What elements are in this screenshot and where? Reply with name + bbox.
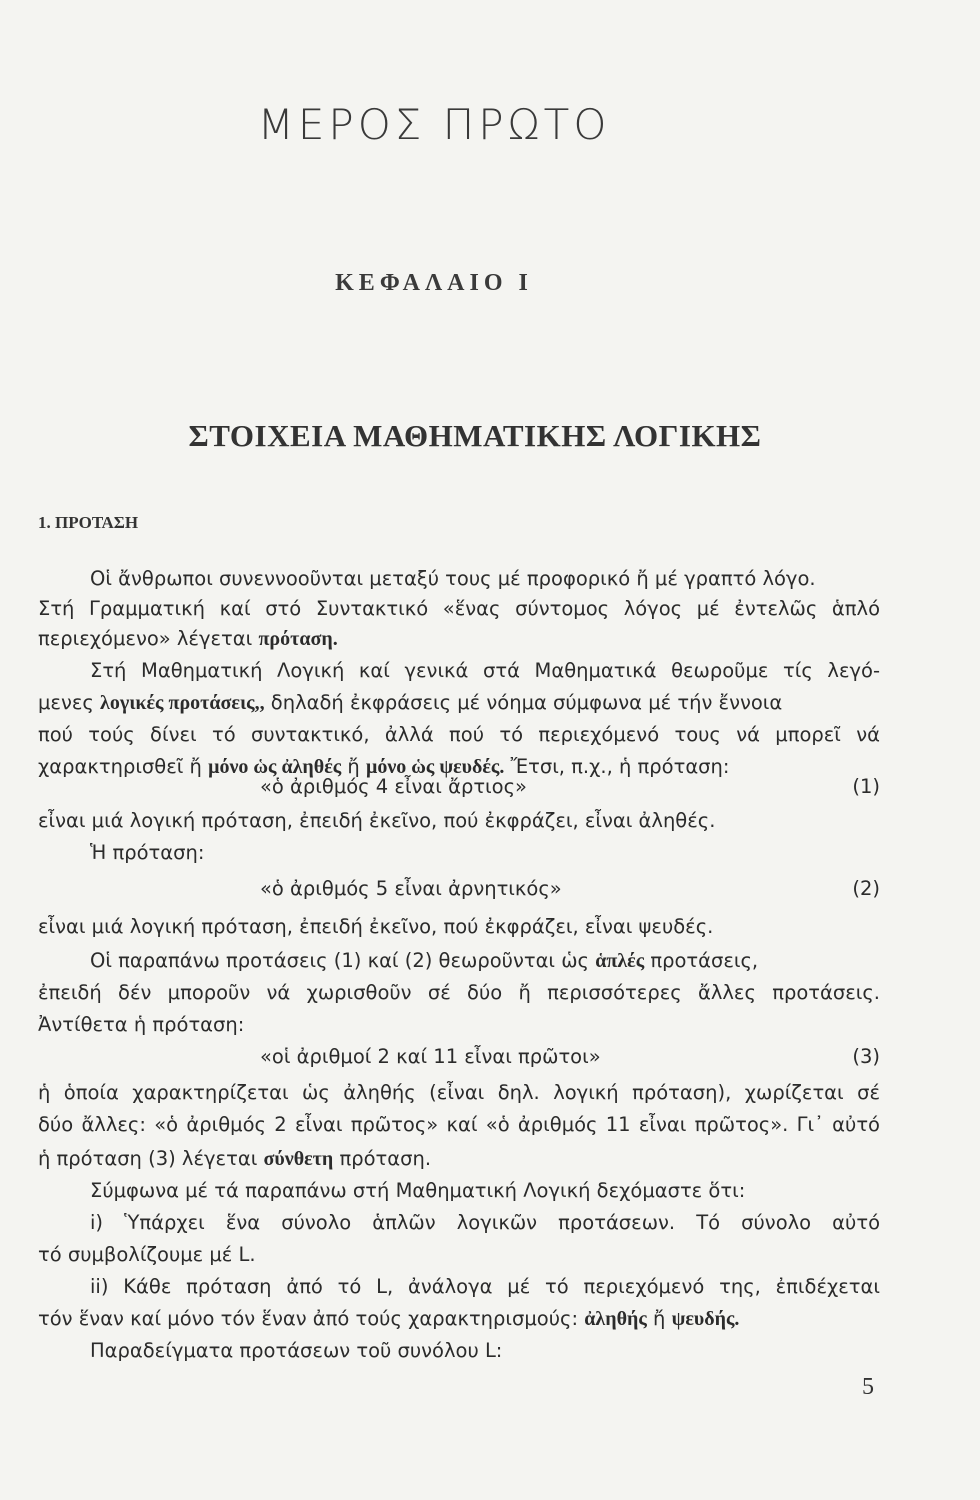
after-example-1: εἶναι μιά λογική πρόταση, ἐπειδή ἐκεῖνο, πού ἐκφράζει, εἶναι ἀληθές. <box>38 809 716 832</box>
p2-term-logikes: λογικές προτάσεις,, <box>100 692 265 714</box>
p4-term-syntheti: σύνθετη <box>263 1148 334 1170</box>
p3-line-1 <box>90 945 758 977</box>
chapter-title: ΣΤΟΙΧΕΙΑ ΜΑΘΗΜΑΤΙΚΗΣ ΛΟΓΙΚΗΣ <box>188 418 762 453</box>
item-ii-line-1: ii) Κάθε πρόταση ἀπό τό L, ἀνάλογα μέ τό περιεχόμενό της, ἐπιδέχεται <box>90 1275 880 1298</box>
page-number: 5 <box>862 1374 874 1400</box>
example-3-number: (3) <box>852 1045 880 1068</box>
p2-term-pseudes: μόνο ὡς ψευδές. <box>365 756 505 778</box>
p1-line-1: Οἱ ἄνθρωποι συνεννοοῦνται μεταξύ τους μέ προφορικό ἤ μέ γραπτό λόγο. <box>90 567 816 590</box>
example-2-number: (2) <box>852 877 880 900</box>
p2-line-4-end: Ἔτσι, π.χ., ἡ πρόταση: <box>504 755 730 778</box>
example-1-text: «ὁ ἀριθμός 4 εἶναι ἄρτιος» <box>260 775 527 798</box>
p2-term-alithes: μόνο ὡς ἀληθές <box>208 756 342 778</box>
example-1-number: (1) <box>852 775 880 798</box>
p6-line: Παραδείγματα προτάσεων τοῦ συνόλου L: <box>90 1339 503 1362</box>
p3-line-1-end: προτάσεις, <box>644 949 759 972</box>
p5-line: Σύμφωνα μέ τά παραπάνω στή Μαθηματική Λογική δεχόμαστε ὅτι: <box>90 1179 746 1202</box>
p2-line-3: πού τούς δίνει τό συντακτικό, ἀλλά πού τό περιεχόμενό τους νά μπορεῖ νά <box>38 723 880 746</box>
p3-line-2: ἐπειδή δέν μποροῦν νά χωρισθοῦν σέ δύο ἤ περισσότερες ἄλλες προτάσεις. <box>38 981 880 1004</box>
example-2-text: «ὁ ἀριθμός 5 εἶναι ἀρνητικός» <box>260 877 562 900</box>
p2-line-4-start: χαρακτηρισθεῖ ἤ <box>38 755 209 778</box>
p4-line-2: δύο ἄλλες: «ὁ ἀριθμός 2 εἶναι πρῶτος» καί «ὁ ἀριθμός 11 εἶναι πρῶτος». Γι᾽ αὐτό <box>38 1113 880 1136</box>
intro-example-2: Ἡ πρόταση: <box>90 841 205 864</box>
p2-line-1: Στή Μαθηματική Λογική καί γενικά στά Μαθηματικά θεωροῦμε τίς λεγό- <box>90 659 880 682</box>
p3-term-aples: ἁπλές <box>595 950 645 972</box>
item-i-line-2: τό συμβολίζουμε μέ L. <box>38 1243 256 1266</box>
p1-line-3 <box>38 623 338 655</box>
item-ii-line-2-start: τόν ἕναν καί μόνο τόν ἕναν ἀπό τούς χαρακτηρισμούς: <box>38 1307 585 1330</box>
p4-line-3 <box>38 1143 431 1175</box>
p1-term-protasi: πρόταση. <box>258 628 338 650</box>
p2-line-4-or: ἤ <box>341 755 366 778</box>
item-i-line-1: i) Ὑπάρχει ἕνα σύνολο ἁπλῶν λογικῶν προτάσεων. Τό σύνολο αὐτό <box>90 1211 880 1234</box>
p2-line-2-end: δηλαδή ἐκφράσεις μέ νόημα σύμφωνα μέ τήν ἔννοια <box>264 691 783 714</box>
example-3-text: «οἱ ἀριθμοί 2 καί 11 εἶναι πρῶτοι» <box>260 1045 601 1068</box>
after-example-2: εἶναι μιά λογική πρόταση, ἐπειδή ἐκεῖνο, πού ἐκφράζει, εἶναι ψευδές. <box>38 915 714 938</box>
item-ii-line-2 <box>38 1303 739 1335</box>
part-title: ΜΕΡΟΣ ΠΡΩΤΟ <box>257 100 611 149</box>
chapter-label: ΚΕΦΑΛΑΙΟ Ι <box>335 270 533 296</box>
p4-line-3-end: πρόταση. <box>333 1147 432 1170</box>
p2-line-2 <box>38 687 782 719</box>
item-ii-line-2-or: ἤ <box>646 1307 672 1330</box>
item-ii-term-alithis: ἀληθής <box>584 1308 647 1330</box>
p3-line-3: Ἀντίθετα ἡ πρόταση: <box>38 1013 245 1036</box>
p4-line-3-start: ἡ πρόταση (3) λέγεται <box>38 1147 264 1170</box>
p1-line-3-text: περιεχόμενο» λέγεται <box>38 627 259 650</box>
p3-line-1-start: Οἱ παραπάνω προτάσεις (1) καί (2) θεωροῦνται ὡς <box>90 949 596 972</box>
p1-line-2: Στή Γραμματική καί στό Συντακτικό «ἕνας σύντομος λόγος μέ ἐντελῶς ἁπλό <box>38 597 880 620</box>
p2-line-2-start: μενες <box>38 691 101 714</box>
item-ii-term-pseudis: ψευδής. <box>671 1308 740 1330</box>
section-heading: 1. ΠΡΟΤΑΣΗ <box>38 513 139 532</box>
p4-line-1: ἡ ὁποία χαρακτηρίζεται ὡς ἀληθής (εἶναι δηλ. λογική πρόταση), χωρίζεται σέ <box>38 1081 880 1104</box>
